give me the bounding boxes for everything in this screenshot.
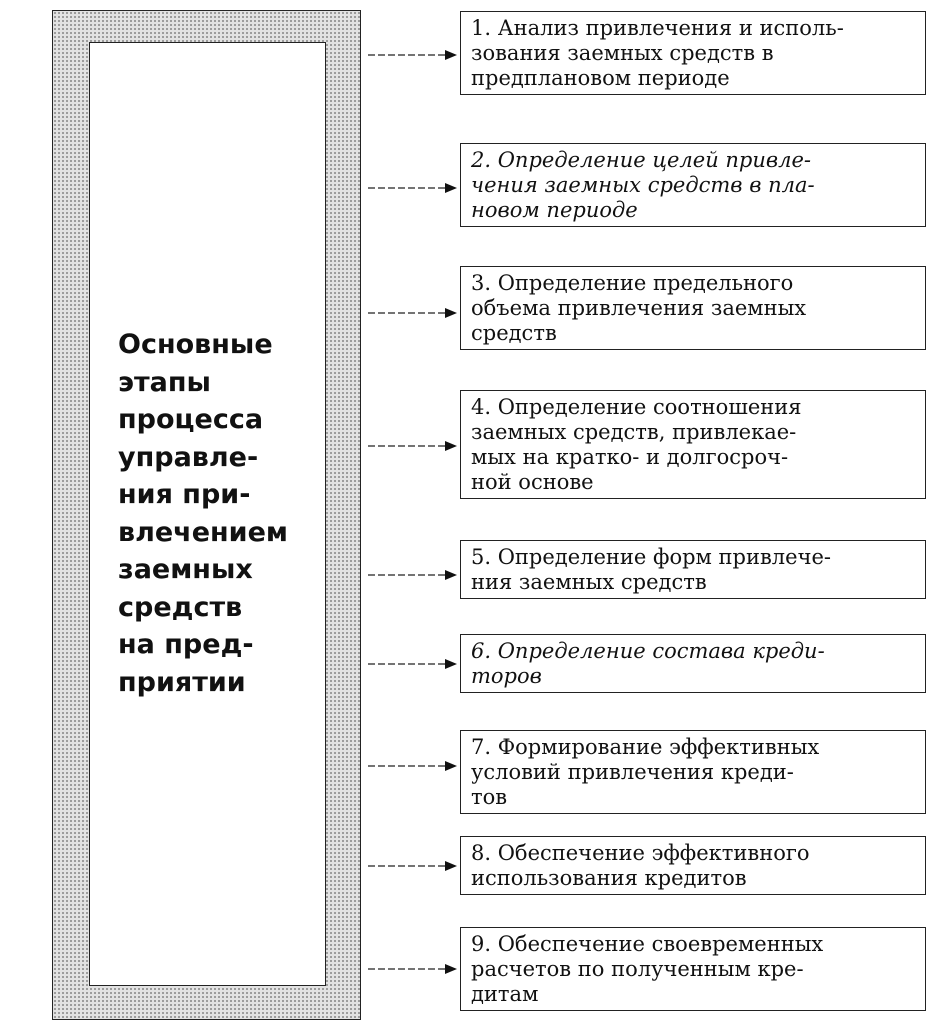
step-7-box: 7. Формирование эффективных условий привлечения креди- тов <box>460 730 926 814</box>
main-box-title: Основные этапы процесса управле- ния при- влечением заемных средств на пред- приятии <box>118 329 288 698</box>
step-6-box: 6. Определение состава креди- торов <box>460 634 926 693</box>
step-5-box: 5. Определение форм привлече- ния заемных средств <box>460 540 926 599</box>
step-8-box: 8. Обеспечение эффективного использования кредитов <box>460 836 926 895</box>
step-2-box: 2. Определение целей привле- чения заемных средств в пла- новом периоде <box>460 143 926 227</box>
step-9-box: 9. Обеспечение своевременных расчетов по полученным кре- дитам <box>460 927 926 1011</box>
step-4-box: 4. Определение соотношения заемных средств, привлекае- мых на кратко- и долгосроч- ной основе <box>460 390 926 499</box>
step-1-box: 1. Анализ привлечения и исполь- зования заемных средств в предплановом периоде <box>460 11 926 95</box>
step-3-box: 3. Определение предельного объема привлечения заемных средств <box>460 266 926 350</box>
